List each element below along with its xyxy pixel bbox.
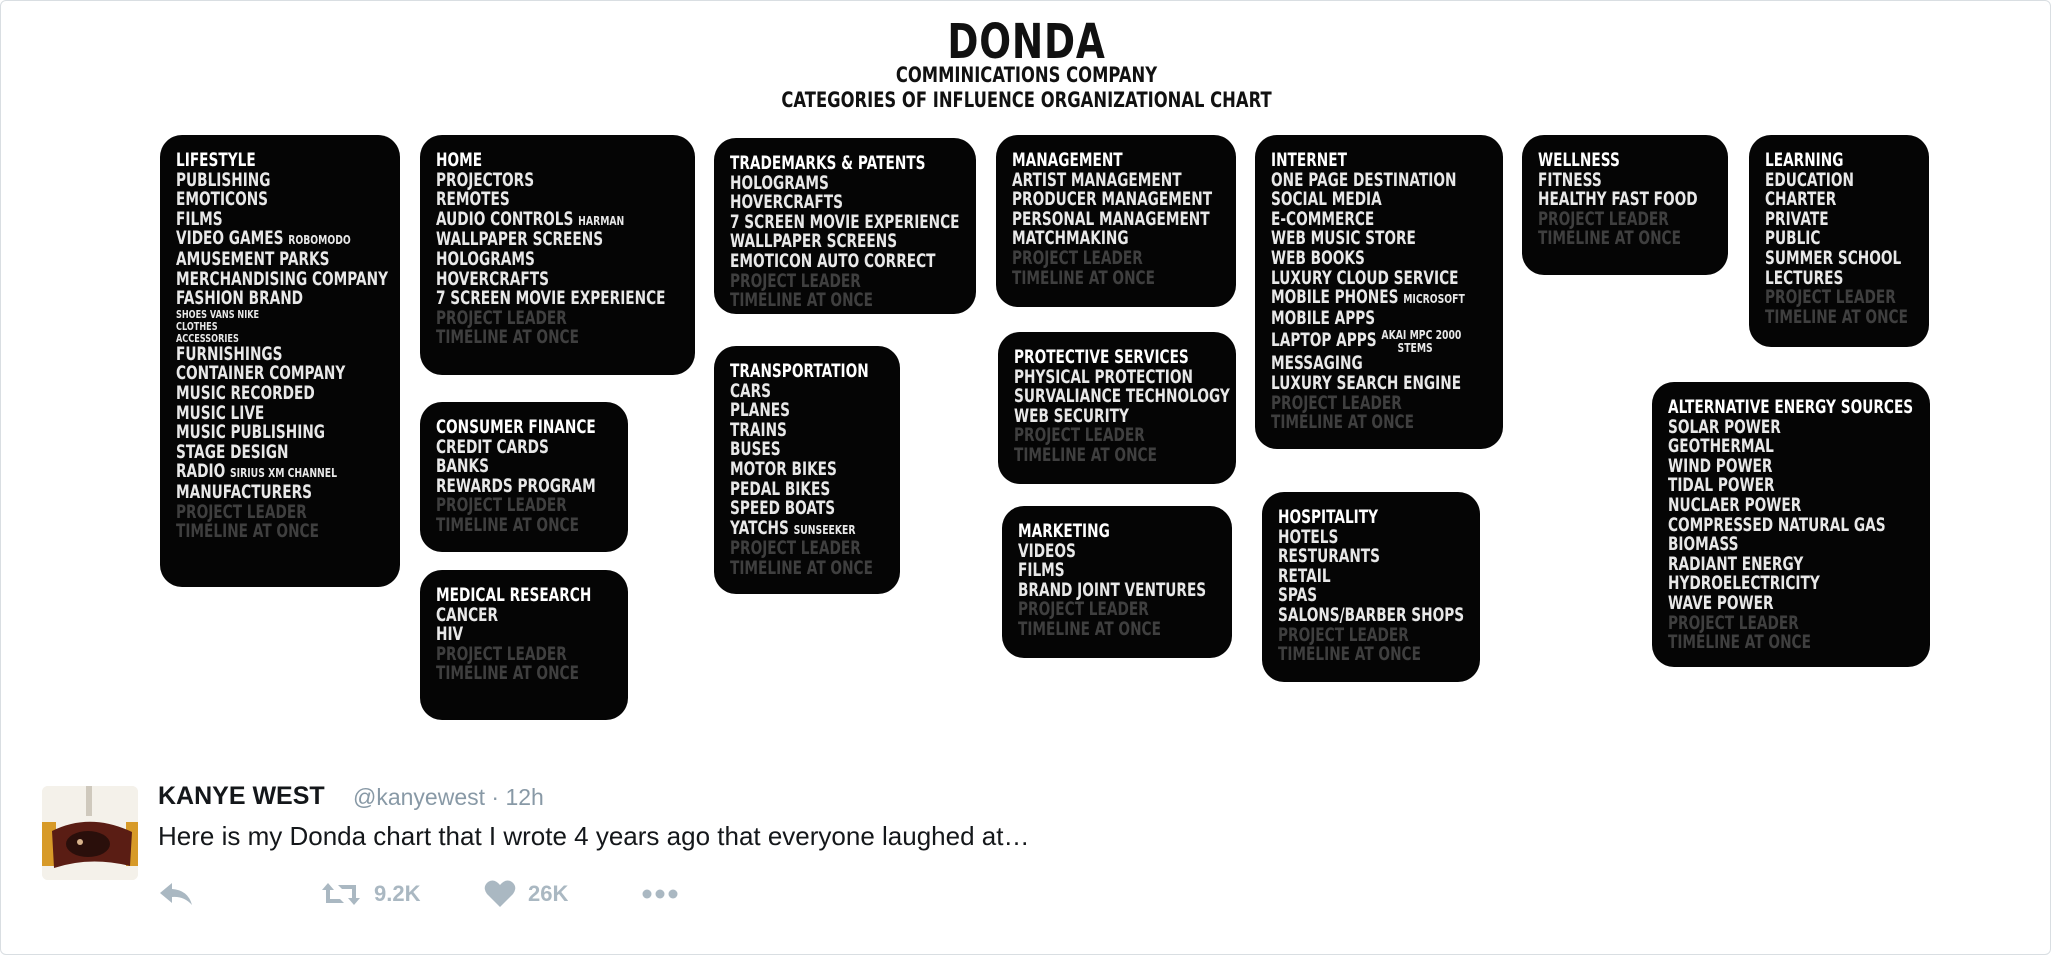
retweet-icon (320, 879, 362, 909)
box-item: CHARTER (1765, 189, 1837, 211)
chart-subtitle: COMMINICATIONS COMPANY (895, 63, 1158, 87)
box-item-note-block (1381, 328, 1461, 354)
box-alternative-energy (1652, 382, 1930, 667)
box-hospitality (1262, 492, 1480, 682)
box-item: 7 SCREEN MOVIE EXPERIENCE (730, 211, 960, 233)
box-item: PRODUCER MANAGEMENT (1012, 189, 1213, 211)
box-item: HYDROELECTRICITY (1668, 573, 1820, 595)
box-item: MOBILE APPS (1271, 307, 1376, 329)
box-item: SOCIAL MEDIA (1271, 189, 1382, 211)
project-leader: PROJECT LEADER (730, 270, 861, 292)
box-management (996, 135, 1236, 307)
box-title: MARKETING (1018, 521, 1110, 542)
box-item: PHYSICAL PROTECTION (1014, 366, 1193, 388)
box-title: TRADEMARKS & PATENTS (730, 153, 926, 174)
box-title: LEARNING (1765, 150, 1844, 171)
box-item: TIDAL POWER (1668, 475, 1775, 497)
project-leader: PROJECT LEADER (1018, 599, 1149, 621)
box-item: FILMS (1018, 560, 1065, 582)
box-item (730, 517, 856, 540)
box-item: MUSIC PUBLISHING (176, 422, 326, 444)
box-item: SURVALIANCE TECHNOLOGY (1014, 386, 1230, 408)
box-item: PERSONAL MANAGEMENT (1012, 208, 1210, 230)
like-button[interactable] (484, 876, 568, 912)
box-home (420, 135, 695, 375)
box-item: WAVE POWER (1668, 592, 1774, 614)
box-item: SALONS/BARBER SHOPS (1278, 604, 1465, 626)
box-item-note: HARMAN (578, 212, 625, 228)
box-item: FITNESS (1538, 169, 1602, 191)
box-item: EMOTICON AUTO CORRECT (730, 250, 936, 272)
retweet-button[interactable] (320, 876, 420, 912)
timeline: TIMELINE AT ONCE (1012, 267, 1155, 289)
box-item: MATCHMAKING (1012, 228, 1129, 250)
box-item: PRIVATE (1765, 208, 1829, 230)
timeline: TIMELINE AT ONCE (1538, 228, 1681, 250)
box-item: WIND POWER (1668, 455, 1773, 477)
box-item-note: SUNSEEKER (793, 521, 856, 537)
project-leader: PROJECT LEADER (1278, 624, 1409, 646)
box-item (1271, 327, 1462, 356)
author-handle-time[interactable]: @kanyewest · 12h (353, 784, 544, 810)
timeline: TIMELINE AT ONCE (1278, 644, 1421, 666)
box-item: BIOMASS (1668, 534, 1739, 556)
box-item: TRAINS (730, 419, 787, 441)
box-item: STAGE DESIGN (176, 441, 289, 463)
box-item: WALLPAPER SCREENS (436, 229, 604, 251)
box-item (1271, 287, 1465, 309)
more-button[interactable] (640, 876, 680, 912)
project-leader: PROJECT LEADER (1012, 247, 1143, 269)
box-item: FILMS (176, 208, 223, 230)
box-item: SPAS (1278, 585, 1318, 607)
box-title: INTERNET (1271, 150, 1347, 171)
box-item: LECTURES (1765, 267, 1844, 289)
timeline: TIMELINE AT ONCE (1765, 306, 1908, 328)
box-item: VIDEOS (1018, 540, 1076, 562)
box-item: BANKS (436, 456, 489, 478)
box-item: RETAIL (1278, 565, 1331, 587)
box-item: HOVERCRAFTS (436, 268, 549, 290)
box-item-small: SHOES VANS NIKE (176, 307, 260, 321)
reply-icon (158, 879, 196, 909)
box-item-text: VIDEO GAMES (176, 228, 284, 250)
box-item: CARS (730, 380, 772, 402)
box-item: EDUCATION (1765, 169, 1854, 191)
box-item: MESSAGING (1271, 353, 1363, 375)
box-item: CONTAINER COMPANY (176, 363, 346, 385)
box-item-small: ACCESSORIES (176, 331, 239, 345)
box-trademarks-patents (714, 138, 976, 314)
box-internet (1255, 135, 1503, 449)
box-item: WALLPAPER SCREENS (730, 231, 898, 253)
box-item: MERCHANDISING COMPANY (176, 268, 388, 290)
box-item: SPEED BOATS (730, 498, 836, 520)
box-title: ALTERNATIVE ENERGY SOURCES (1668, 397, 1914, 418)
box-item: RADIANT ENERGY (1668, 553, 1804, 575)
box-item (176, 461, 338, 483)
project-leader: PROJECT LEADER (1538, 208, 1669, 230)
project-leader: PROJECT LEADER (176, 501, 307, 523)
box-title: MANAGEMENT (1012, 150, 1123, 171)
avatar-image (42, 786, 138, 880)
box-item: FURNISHINGS (176, 343, 283, 365)
box-item-text: RADIO (176, 461, 226, 483)
project-leader: PROJECT LEADER (730, 538, 861, 560)
timeline: TIMELINE AT ONCE (730, 290, 873, 312)
box-item: ARTIST MANAGEMENT (1012, 169, 1182, 191)
project-leader: PROJECT LEADER (436, 307, 567, 329)
box-transportation (714, 346, 900, 594)
box-item: SUMMER SCHOOL (1765, 247, 1902, 269)
box-item: WEB MUSIC STORE (1271, 228, 1416, 250)
box-title: HOSPITALITY (1278, 507, 1379, 528)
box-item: HOLOGRAMS (730, 172, 829, 194)
box-item: RESTURANTS (1278, 546, 1381, 568)
box-item: SOLAR POWER (1668, 416, 1781, 438)
box-item-text: MOBILE PHONES (1271, 287, 1399, 309)
box-item: HEALTHY FAST FOOD (1538, 189, 1698, 211)
box-item: COMPRESSED NATURAL GAS (1668, 514, 1886, 536)
box-learning (1749, 135, 1929, 347)
box-item: PLANES (730, 400, 791, 422)
timeline: TIMELINE AT ONCE (1014, 444, 1157, 466)
chart-title: DONDA (947, 14, 1106, 70)
box-item: MUSIC LIVE (176, 402, 265, 424)
box-item: BUSES (730, 439, 781, 461)
reply-button[interactable] (158, 876, 196, 912)
box-item-text: YATCHS (730, 517, 789, 539)
project-leader: PROJECT LEADER (436, 495, 567, 517)
box-lifestyle (160, 135, 400, 587)
project-leader: PROJECT LEADER (436, 643, 567, 665)
box-item: LUXURY SEARCH ENGINE (1271, 372, 1462, 394)
timeline: TIMELINE AT ONCE (436, 514, 579, 536)
box-item-note: ROBOMODO (288, 232, 351, 248)
heart-icon (484, 879, 516, 909)
box-item: 7 SCREEN MOVIE EXPERIENCE (436, 288, 666, 310)
box-item: FASHION BRAND (176, 288, 304, 310)
project-leader: PROJECT LEADER (1271, 392, 1402, 414)
box-item: WEB BOOKS (1271, 247, 1365, 269)
box-item-text: AUDIO CONTROLS (436, 208, 574, 230)
box-item: WEB SECURITY (1014, 405, 1129, 427)
box-item: PUBLISHING (176, 169, 271, 191)
box-title: HOME (436, 150, 483, 171)
box-title: CONSUMER FINANCE (436, 417, 596, 438)
box-title: PROTECTIVE SERVICES (1014, 347, 1189, 368)
timeline: TIMELINE AT ONCE (436, 663, 579, 685)
box-title: MEDICAL RESEARCH (436, 585, 592, 606)
box-item: PEDAL BIKES (730, 478, 831, 500)
box-wellness (1522, 135, 1728, 275)
box-item: HIV (436, 624, 464, 646)
box-item: NUCLAER POWER (1668, 494, 1802, 516)
box-item-text: LAPTOP APPS (1271, 330, 1377, 352)
box-item: HOLOGRAMS (436, 248, 535, 270)
box-item: LUXURY CLOUD SERVICE (1271, 267, 1459, 289)
box-item: REWARDS PROGRAM (436, 475, 596, 497)
box-item: GEOTHERMAL (1668, 436, 1774, 458)
box-item: CREDIT CARDS (436, 436, 549, 458)
box-item: E-COMMERCE (1271, 208, 1375, 230)
like-count: 26K (528, 881, 569, 906)
box-item: MOTOR BIKES (730, 458, 837, 480)
box-item (436, 208, 625, 231)
box-item (176, 228, 351, 250)
box-item: BRAND JOINT VENTURES (1018, 579, 1207, 601)
box-item-note: MICROSOFT (1403, 291, 1465, 307)
retweet-count: 9.2K (374, 881, 421, 906)
timeline: TIMELINE AT ONCE (1018, 618, 1161, 640)
timeline: TIMELINE AT ONCE (436, 327, 579, 349)
box-item: ONE PAGE DESTINATION (1271, 169, 1457, 191)
author-name[interactable]: KANYE WEST (158, 782, 325, 810)
box-item-note: AKAI MPC 2000 (1381, 327, 1462, 343)
project-leader: PROJECT LEADER (1014, 425, 1145, 447)
box-item: PUBLIC (1765, 228, 1821, 250)
box-item-note: SIRIUS XM CHANNEL (230, 465, 338, 481)
project-leader: PROJECT LEADER (1668, 612, 1799, 634)
chart-subtitle-2: CATEGORIES OF INFLUENCE ORGANIZATIONAL CHART (781, 88, 1272, 112)
box-title: TRANSPORTATION (730, 361, 869, 382)
more-icon (640, 879, 680, 909)
box-title: WELLNESS (1538, 150, 1620, 171)
box-item: HOTELS (1278, 526, 1339, 548)
box-medical-research (420, 570, 628, 720)
timeline: TIMELINE AT ONCE (1271, 412, 1414, 434)
project-leader: PROJECT LEADER (1765, 287, 1896, 309)
avatar[interactable] (42, 786, 138, 880)
box-title: LIFESTYLE (176, 150, 256, 171)
box-consumer-finance (420, 402, 628, 552)
box-item: CANCER (436, 604, 499, 626)
box-item: AMUSEMENT PARKS (176, 248, 330, 270)
box-marketing (1002, 506, 1232, 658)
box-item: MUSIC RECORDED (176, 382, 315, 404)
box-item: PROJECTORS (436, 169, 535, 191)
box-item: REMOTES (436, 189, 510, 211)
timeline: TIMELINE AT ONCE (176, 521, 319, 543)
box-item: MANUFACTURERS (176, 481, 312, 503)
box-item: EMOTICONS (176, 189, 269, 211)
box-item-note: STEMS (1397, 340, 1433, 356)
box-item: HOVERCRAFTS (730, 192, 843, 214)
tweet-text: Here is my Donda chart that I wrote 4 years ago that everyone laughed at… (158, 821, 1030, 851)
box-item-small: CLOTHES (176, 319, 218, 333)
timeline: TIMELINE AT ONCE (730, 557, 873, 579)
box-protective-services (998, 332, 1236, 484)
timeline: TIMELINE AT ONCE (1668, 632, 1811, 654)
